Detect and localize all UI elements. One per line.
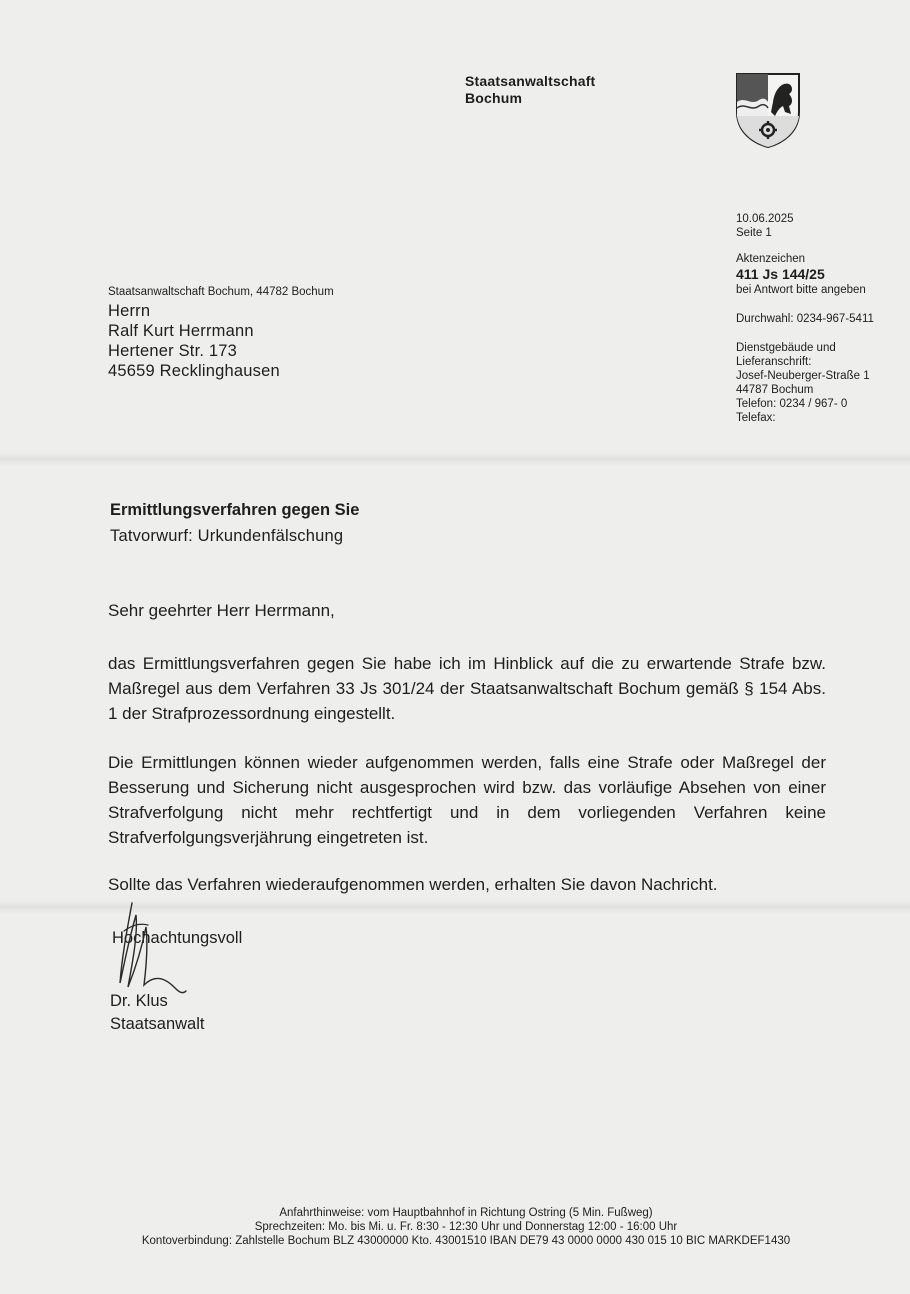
recipient-name: Ralf Kurt Herrmann [108,322,254,340]
signer-title: Staatsanwalt [110,1015,205,1033]
office-phone: Telefon: 0234 / 967- 0 [736,398,848,410]
closing-formula: Hochachtungsvoll [112,929,243,947]
letter-greeting: Sehr geehrter Herr Herrmann, [108,601,335,620]
nrw-coat-of-arms-icon [735,72,801,148]
recipient-city: 45659 Recklinghausen [108,362,280,380]
letter-footer [0,1206,910,1248]
letter-date: 10.06.2025 [736,213,794,225]
reference-note: bei Antwort bitte angeben [736,284,866,296]
body-paragraph-1: das Ermittlungsverfahren gegen Sie habe ich im Hinblick auf die zu erwartende Strafe bzw. Maßregel aus dem Verfahren 33 Js 301/24 der Staatsanwaltschaft Bochum gemäß § 154 Abs. 1 der Strafprozessordnung eingestellt. [108,654,826,723]
reference-number: 411 Js 144/25 [736,266,825,282]
paper-fold [0,452,910,466]
letter-subject: Ermittlungsverfahren gegen Sie [110,501,360,519]
reference-label: Aktenzeichen [736,253,806,265]
delivery-label: Lieferanschrift: [736,356,812,368]
letter-info-column [736,212,874,425]
handwritten-signature [102,895,197,1005]
letter-charge: Tatvorwurf: Urkundenfälschung [110,527,344,545]
recipient-salutation: Herrn [108,302,151,320]
footer-office-hours: Sprechzeiten: Mo. bis Mi. u. Fr. 8:30 - 12:30 Uhr und Donnerstag 12:00 - 16:00 Uhr [254,1221,678,1233]
body-paragraph-2: Die Ermittlungen können wieder aufgenommen werden, falls eine Strafe oder Maßregel der Besserung und Sicherung nicht ausgesprochen wird bzw. das vorläufige Absehen von einer Strafverfolgung nicht mehr rechtfertigt und in dem vorliegenden Verfahren keine Strafverfolgungsverjährung eingetreten ist. [108,753,826,847]
direct-dial: Durchwahl: 0234-967-5411 [736,313,874,325]
authority-city: Bochum [465,90,523,106]
office-street: Josef-Neuberger-Straße 1 [736,370,870,382]
footer-bank-details: Kontoverbindung: Zahlstelle Bochum BLZ 43000000 Kto. 43001510 IBAN DE79 43 0000 0000 430 015 10 BIC MARKDEF1430 [141,1235,791,1247]
building-label: Dienstgebäude und [736,342,836,354]
recipient-address [108,301,280,381]
recipient-street: Hertener Str. 173 [108,342,238,360]
page-number: Seite 1 [736,227,772,239]
footer-directions: Anfahrthinweise: vom Hauptbahnhof in Richtung Ostring (5 Min. Fußweg) [279,1207,653,1219]
office-city: 44787 Bochum [736,384,814,396]
office-fax: Telefax: [736,412,776,424]
signer-name: Dr. Klus [110,992,168,1010]
sender-return-line: Staatsanwaltschaft Bochum, 44782 Bochum [108,286,334,298]
signer-block [110,990,204,1036]
letterhead-authority [465,73,595,107]
authority-name: Staatsanwaltschaft [465,73,596,89]
body-paragraph-3: Sollte das Verfahren wiederaufgenommen werden, erhalten Sie davon Nachricht. [108,875,718,894]
